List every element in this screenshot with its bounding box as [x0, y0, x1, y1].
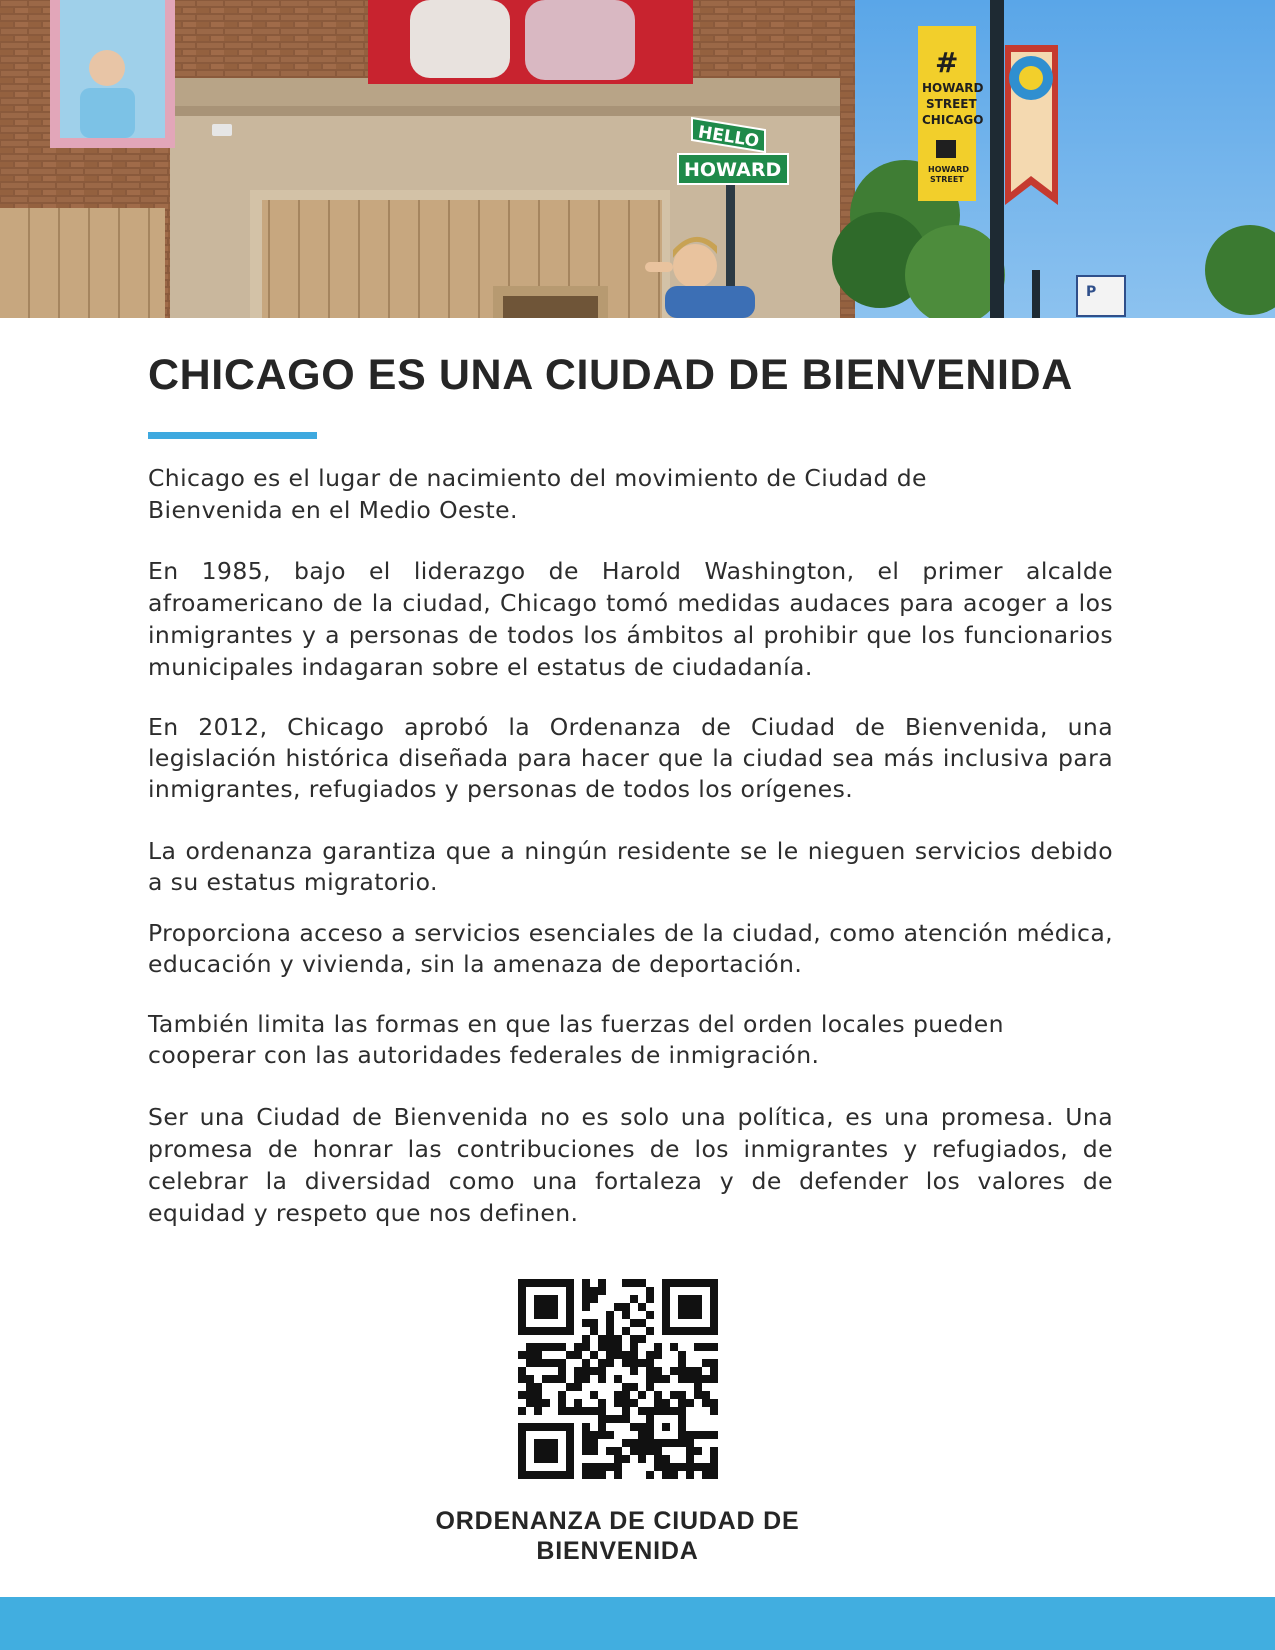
paragraph-intro: Chicago es el lugar de nacimiento del movimiento de Ciudad de Bienvenida en el Medio Oeste. [148, 464, 927, 524]
svg-text:CHICAGO: CHICAGO [922, 113, 984, 127]
svg-text:#: # [935, 46, 959, 79]
paragraph-ordinance-guarantee: La ordenanza garantiza que a ningún residente se le nieguen servicios debido a su estatus migratorio. [148, 837, 1113, 896]
page-title: CHICAGO ES UNA CIUDAD DE BIENVENIDA [148, 351, 1073, 399]
paragraph-1985: En 1985, bajo el liderazgo de Harold Washington, el primer alcalde afroamericano de la ciudad, Chicago tomó medidas audaces para acoger a los inmigrantes y a personas de todos los ámbitos al prohibir que los funcionarios municipales indagaran sobre el estatus de ciudadanía. [148, 557, 1113, 681]
hero-photo [0, 0, 1275, 318]
paragraph-promise: Ser una Ciudad de Bienvenida no es solo una política, es una promesa. Una promesa de honrar las contribuciones de los inmigrantes y refugiados, de celebrar la diversidad como una fortaleza y de defender los valores de equidad y respeto que nos definen. [148, 1103, 1113, 1227]
paragraph-essential-services: Proporciona acceso a servicios esenciales de la ciudad, como atención médica, educación y vivienda, sin la amenaza de deportación. [148, 919, 1113, 978]
svg-text:HOWARD: HOWARD [684, 159, 782, 181]
qr-caption-line1: ORDENANZA DE CIUDAD DE [435, 1507, 800, 1535]
qr-code[interactable] [518, 1279, 718, 1479]
qr-caption [400, 1506, 835, 1566]
street-sign-howard [678, 154, 788, 184]
title-underline [148, 432, 317, 439]
footer-accent-bar [0, 1597, 1275, 1650]
svg-text:HOWARD: HOWARD [928, 165, 969, 174]
svg-text:P: P [1086, 284, 1097, 300]
svg-text:HELLO: HELLO [696, 122, 761, 152]
decorative-banner [1005, 45, 1058, 205]
qr-caption-line2: BIENVENIDA [536, 1537, 699, 1565]
svg-text:STREET: STREET [926, 97, 977, 111]
paragraph-2012: En 2012, Chicago aprobó la Ordenanza de Ciudad de Bienvenida, una legislación histórica diseñada para hacer que la ciudad sea más inclusiva para inmigrantes, refugiados y personas de todos los orígenes. [148, 713, 1113, 803]
paragraph-law-enforcement: También limita las formas en que las fuerzas del orden locales pueden cooperar con las autoridades federales de inmigración. [148, 1010, 1004, 1069]
svg-text:STREET: STREET [930, 175, 964, 184]
parking-sign [1077, 276, 1125, 316]
svg-text:HOWARD: HOWARD [922, 81, 984, 95]
howard-street-banner [918, 26, 983, 201]
